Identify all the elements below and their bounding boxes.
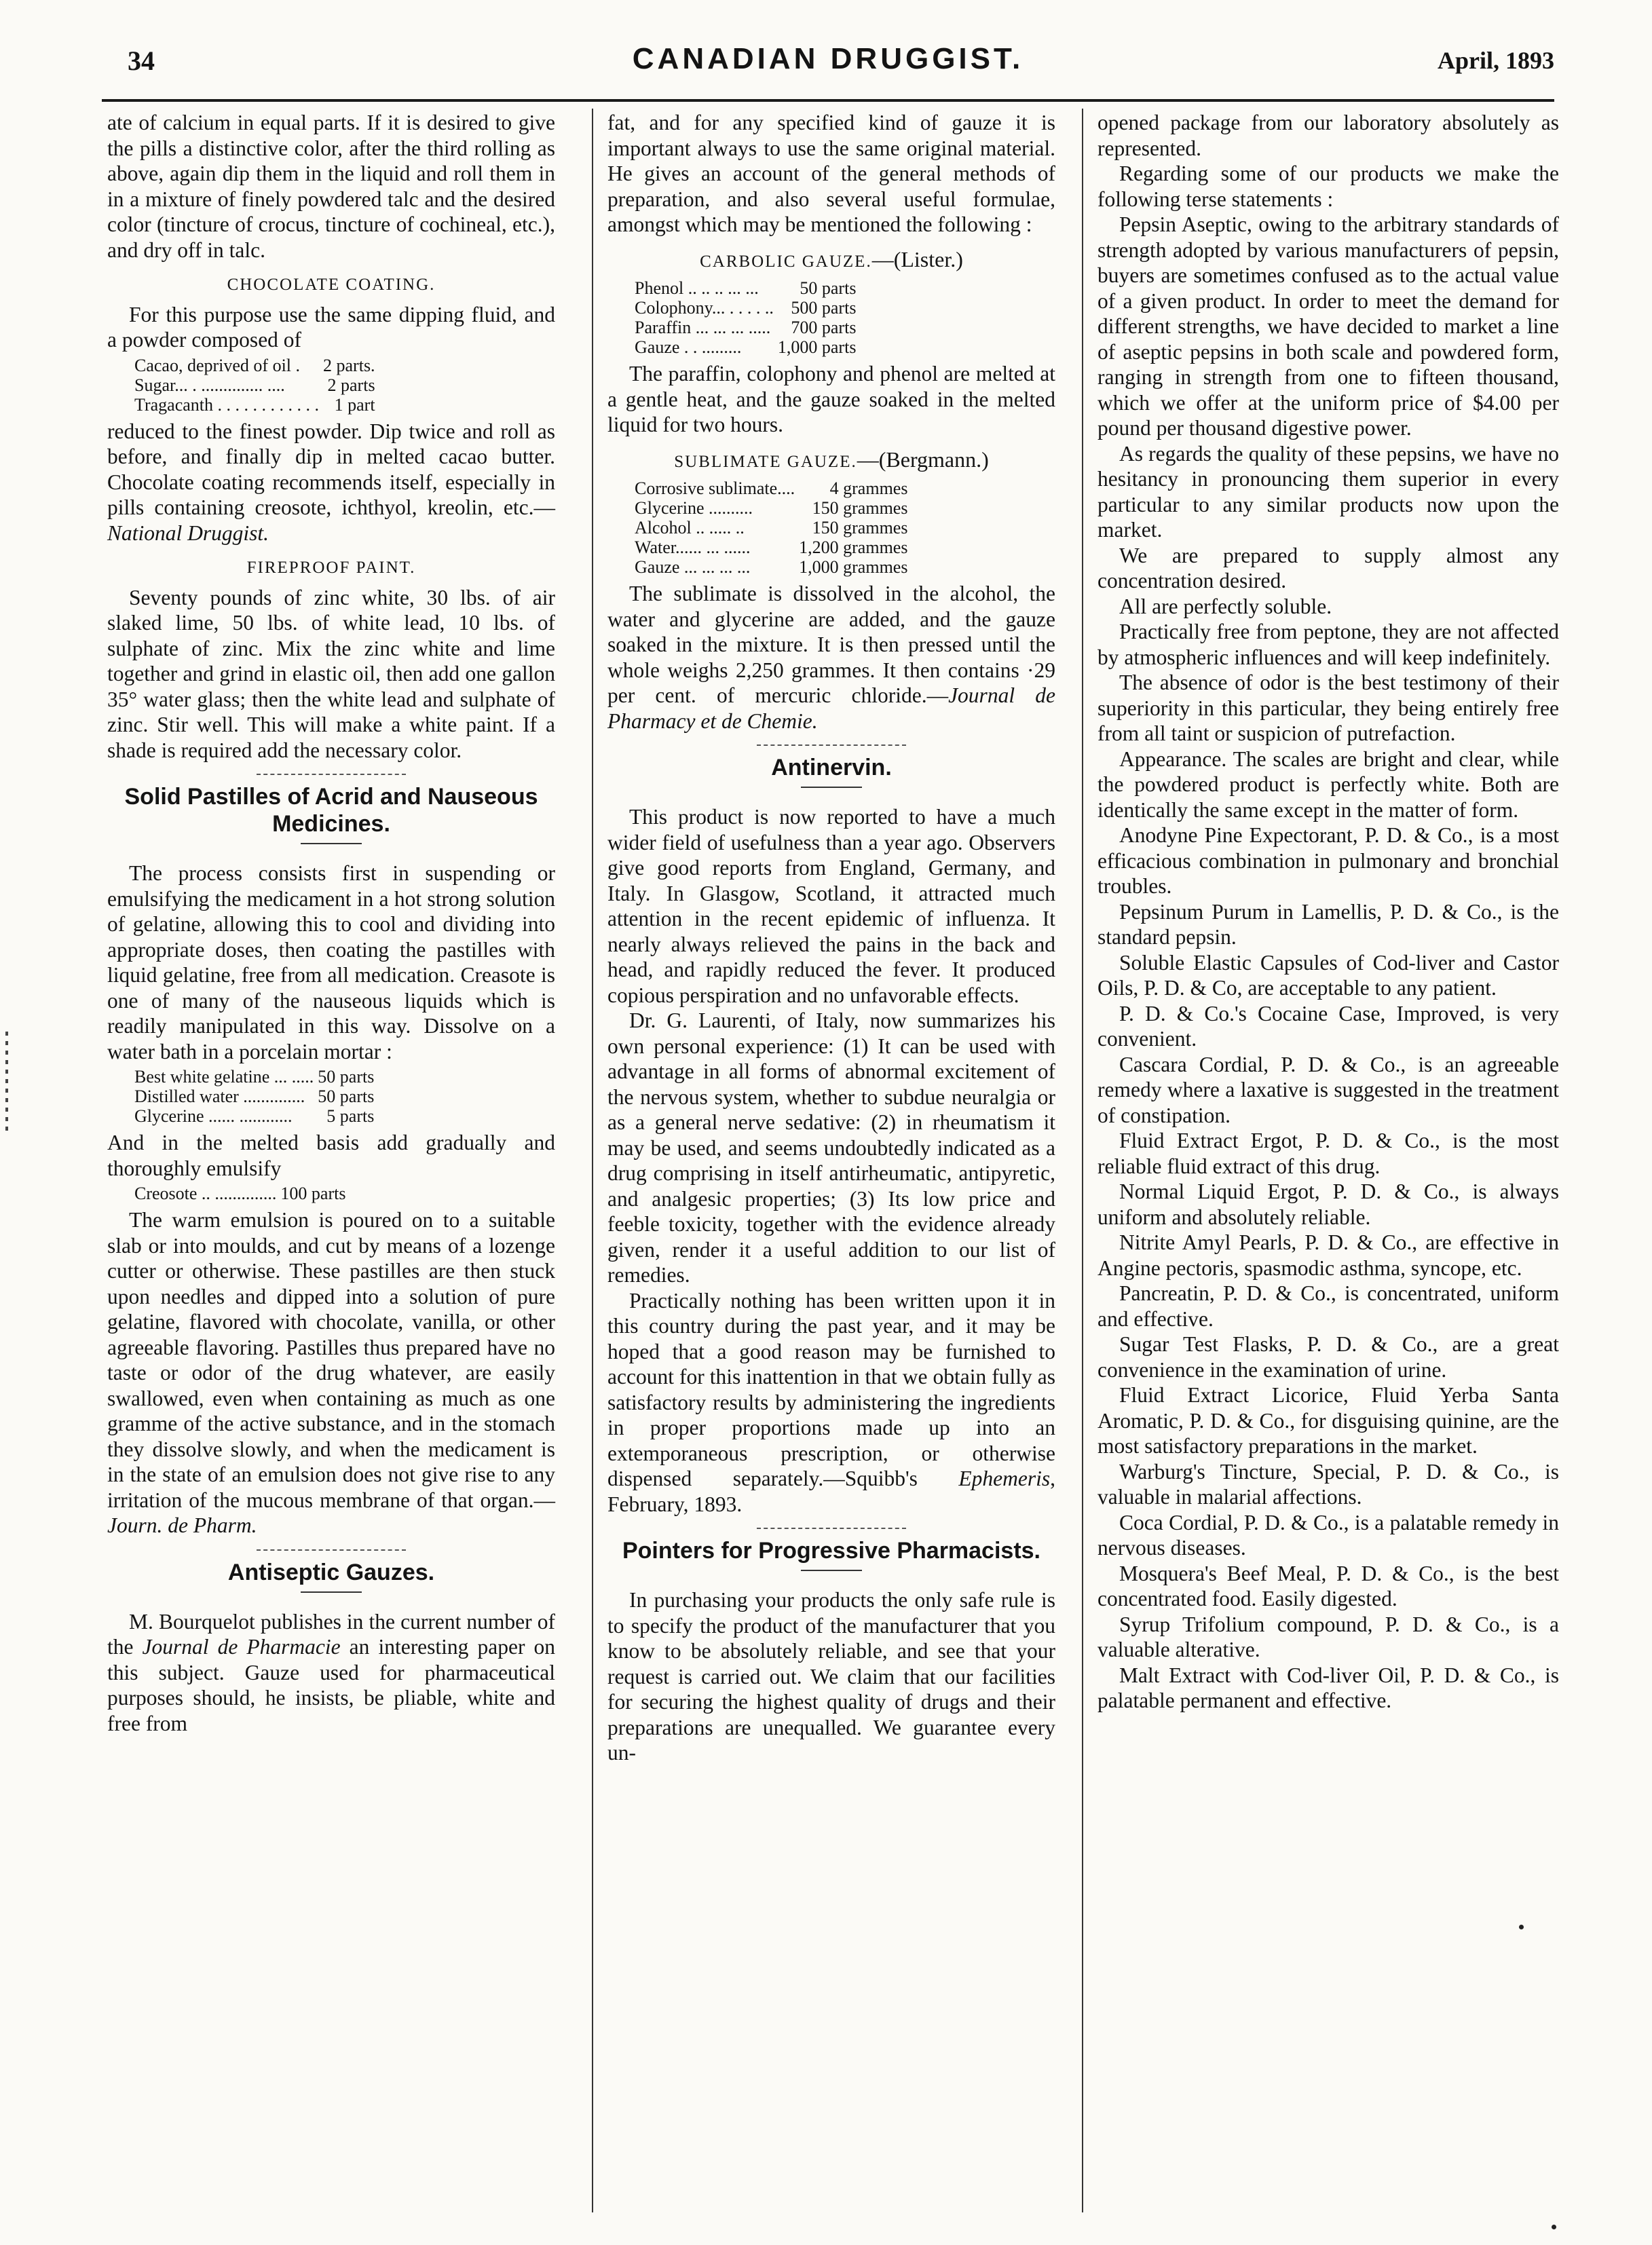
heading-rule <box>801 787 862 788</box>
recipe-row <box>635 498 907 518</box>
ingredient: Water <box>635 537 675 557</box>
paragraph <box>107 1609 555 1737</box>
source-citation: Journal de Pharmacy et de Chemie. <box>607 683 1055 733</box>
column-3 <box>1097 110 1559 1714</box>
quantity: 1,200 grammes <box>799 537 908 557</box>
paragraph: In purchasing your products the only safe rule is to specify the product of the manufacturer that you know to be absolutely reliable, and see that your request is carried out. We claim that our facilities for securing the highest quality of drugs and their preparations are unequalled. We guarantee every un- <box>607 1588 1055 1765</box>
quantity: 5 parts <box>326 1106 375 1126</box>
paragraph: For this purpose use the same dipping fluid, and a powder composed of <box>107 302 555 352</box>
recipe-row <box>134 356 375 375</box>
recipe-row <box>134 395 375 415</box>
formula-name: SUBLIMATE GAUZE. <box>674 452 857 471</box>
heading-rule <box>301 1591 362 1593</box>
paragraph: Anodyne Pine Expectorant, P. D. & Co., is a most efficacious combination in pulmonary and bronchial troubles. <box>1097 823 1559 898</box>
quantity: 1,000 grammes <box>799 557 908 577</box>
recipe-row <box>635 278 856 298</box>
paragraph: Nitrite Amyl Pearls, P. D. & Co., are effective in Angine pectoris, spasmodic asthma, syncope, etc. <box>1097 1230 1559 1280</box>
recipe-row <box>635 518 907 537</box>
leader-dots: .. .. .. ... ... <box>683 278 759 298</box>
heading-rule <box>801 1570 862 1571</box>
paragraph: Appearance. The scales are bright and clear, while the powdered product is perfectly white. Both are identically the same except in the matter of form. <box>1097 747 1559 822</box>
paragraph: Cascara Cordial, P. D. & Co., is an agreeable remedy where a laxative is suggested in the treatment of constipation. <box>1097 1052 1559 1127</box>
paragraph: The process consists first in suspending or emulsifying the medicament in a hot strong solution of gelatine, allowing this to cool and dividing into appropriate doses, then coating the pastilles with liquid gelatine, free from all medication. Creasote is one of many of the nauseous liquids which is readily manipulated in this way. Dissolve on a water bath in a porcelain mortar : <box>107 861 555 1063</box>
paragraph <box>607 581 1055 734</box>
paragraph: The absence of odor is the best testimony of their superiority in this particular, they being entirely free from all taint or suspicion of putrefaction. <box>1097 671 1559 745</box>
section-divider <box>257 1549 406 1551</box>
quantity: 1,000 parts <box>777 337 857 357</box>
paragraph: opened package from our laboratory absolutely as represented. <box>1097 111 1559 160</box>
column-divider <box>1082 109 1083 2212</box>
recipe-row <box>134 1087 374 1106</box>
quantity: 150 grammes <box>812 518 908 537</box>
section-divider <box>757 744 906 746</box>
body-text: Practically nothing has been written upon it in this country during the past year, and it may be hoped that a good reason may be furnished to account for this inattention in that we obtain fully as satisfactory results by administering the ingredients in proper proportions made up into an extemporaneous prescription, or otherwise dispensed separately.—Squibb's <box>607 1288 1055 1490</box>
leader-dots: ... ... ... ..... <box>691 318 771 337</box>
source-citation: Journ. de Pharm. <box>107 1513 257 1537</box>
paragraph: Syrup Trifolium compound, P. D. & Co., is a valuable alterative. <box>1097 1612 1559 1661</box>
ingredient: Glycerine <box>635 498 705 518</box>
source-citation: Ephemeris <box>958 1467 1051 1490</box>
recipe-row <box>635 298 856 318</box>
paragraph: P. D. & Co.'s Cocaine Case, Improved, is very convenient. <box>1097 1001 1559 1051</box>
section-divider <box>257 774 406 775</box>
ingredient: Sugar <box>134 375 175 395</box>
recipe-row <box>134 1067 374 1087</box>
body-text: an interesting paper on this subject. Gauze used for pharmaceutical purposes should, he insists, be pliable, white and free from <box>107 1635 556 1735</box>
paragraph: The paraffin, colophony and phenol are melted at a gentle heat, and the gauze soaked in the melted liquid for two hours. <box>607 362 1055 436</box>
quantity: 50 parts <box>318 1067 375 1087</box>
leader-dots: .......... <box>704 498 753 518</box>
paragraph: Soluble Elastic Capsules of Cod-liver and Castor Oils, P. D. & Co, are acceptable to any patient. <box>1097 950 1559 1000</box>
recipe-table <box>635 278 856 357</box>
recipe-row <box>635 537 907 557</box>
recipe-table <box>635 478 907 577</box>
body-text: The warm emulsion is poured on to a suitable slab or into moulds, and cut by means of a lozenge cutter or otherwise. These pastilles are then stuck upon needles and dipped into a solution of pure gelatine, flavored with chocolate, vanilla, or other agreeable flavoring. Pastilles thus prepared have no taste or odor of the drug whatever, are easily swallowed, even when containing as much as one gramme of the active substance, and in the stomach they dissolve slowly, and when the medicament is in the state of an emulsion does not give rise to any irritation of the mucous membrane of that organ.— <box>107 1208 555 1512</box>
recipe-table <box>134 356 375 415</box>
leader-dots: . <box>291 355 301 375</box>
recipe-row <box>635 318 856 337</box>
publication-title: CANADIAN DRUGGIST. <box>632 42 1024 75</box>
journal-title: Journal de Pharmacie <box>142 1635 341 1659</box>
quantity: 50 parts <box>800 278 857 298</box>
quantity: 100 parts <box>280 1184 346 1203</box>
paragraph: Coca Cordial, P. D. & Co., is a palatable remedy in nervous diseases. <box>1097 1510 1559 1560</box>
quantity: 2 parts <box>327 375 375 395</box>
leader-dots: .. .............. <box>197 1184 277 1203</box>
leader-dots: ...... ............ <box>204 1106 293 1126</box>
leader-dots: .. ..... .. <box>691 518 745 537</box>
subsection-title: FIREPROOF PAINT. <box>246 559 416 577</box>
ingredient: Best white gelatine <box>134 1067 270 1087</box>
leader-dots: . . . . . . . . . . . . <box>213 394 320 415</box>
paragraph: Malt Extract with Cod-liver Oil, P. D. & Co., is palatable permanent and effective. <box>1097 1663 1559 1712</box>
paragraph: As regards the quality of these pepsins, we have no hesitancy in pronouncing them superior in every particular to any similar products now upon the market. <box>1097 441 1559 542</box>
paragraph: Practically free from peptone, they are not affected by atmospheric influences and will keep indefinitely. <box>1097 620 1559 669</box>
quantity: 150 grammes <box>812 498 908 518</box>
formula-author: —(Bergmann.) <box>857 447 989 472</box>
body-text: , February, 1893. <box>607 1467 1055 1516</box>
recipe-row <box>635 557 907 577</box>
body-text: reduced to the finest powder. Dip twice and roll as before, and finally dip in melted cacao butter. Chocolate coating recommends itself, especially in pills containing creosote, ichthyol, kreolin, etc.— <box>107 419 555 519</box>
header-rule <box>102 99 1554 102</box>
leader-dots: ... ..... <box>269 1067 314 1087</box>
formula-name: CARBOLIC GAUZE. <box>700 252 872 271</box>
ingredient: Glycerine <box>134 1106 204 1126</box>
body-text: M. Bourquelot publishes in the current number of the <box>107 1609 555 1659</box>
subsection-title: CHOCOLATE COATING. <box>227 276 436 294</box>
paragraph: This product is now reported to have a much wider field of usefulness than a year ago. Observers give good reports from England, Germany, and Italy. In Glasgow, Scotland, it attracted much attention in the recent epidemic of influenza. It nearly always relieved the pains in the back and head, and rapidly reduced the fever. It produced copious perspiration and no unfavorable effects. <box>607 805 1055 1007</box>
paragraph: Fluid Extract Ergot, P. D. & Co., is the most reliable fluid extract of this drug. <box>1097 1129 1559 1178</box>
paragraph <box>107 419 555 546</box>
quantity: 4 grammes <box>829 478 908 498</box>
leader-dots: ... . .............. .... <box>174 375 285 395</box>
paragraph: Sugar Test Flasks, P. D. & Co., are a great convenience in the examination of urine. <box>1097 1332 1559 1382</box>
page-header <box>102 35 1554 92</box>
paragraph: And in the melted basis add gradually and thoroughly emulsify <box>107 1131 555 1180</box>
heading-rule <box>301 843 362 844</box>
paragraph: All are perfectly soluble. <box>1119 594 1332 618</box>
ingredient: Phenol <box>635 278 684 298</box>
leader-dots: . . ......... <box>679 337 742 357</box>
paragraph <box>107 1207 555 1539</box>
subsection-title <box>607 447 1055 475</box>
ingredient: Creosote <box>134 1184 198 1203</box>
quantity: 700 parts <box>791 318 857 337</box>
subsection-title <box>607 247 1055 275</box>
ingredient: Gauze <box>635 337 680 357</box>
ingredient: Corrosive sublimate <box>635 478 778 498</box>
column-divider <box>592 109 593 2212</box>
recipe-row <box>134 1106 374 1126</box>
recipe-row <box>635 478 907 498</box>
leader-dots: ... ... ... ... <box>679 557 751 577</box>
paragraph: Pepsinum Purum in Lamellis, P. D. & Co., is the standard pepsin. <box>1097 899 1559 949</box>
paragraph: Mosquera's Beef Meal, P. D. & Co., is the best concentrated food. Easily digested. <box>1097 1561 1559 1610</box>
leader-dots: ...... ... ...... <box>675 537 751 557</box>
recipe-row <box>134 375 375 395</box>
quantity: 50 parts <box>318 1087 375 1106</box>
paragraph: Fluid Extract Licorice, Fluid Yerba Santa Aromatic, P. D. & Co., for disguising quinine, are the most satisfactory preparations in the market. <box>1097 1383 1559 1458</box>
article-heading: Pointers for Progressive Pharmacists. <box>622 1538 1041 1564</box>
paragraph <box>607 1288 1055 1517</box>
recipe-table <box>134 1067 374 1126</box>
formula-author: —(Lister.) <box>871 246 963 271</box>
leader-dots: .............. <box>238 1087 305 1106</box>
recipe-row <box>134 1184 345 1203</box>
article-heading: Antiseptic Gauzes. <box>227 1559 435 1585</box>
article-heading: Solid Pastilles of Acrid and Nauseous Medicines. <box>124 784 538 837</box>
leader-dots: .... <box>777 478 795 498</box>
ink-dot <box>1519 1925 1524 1929</box>
paragraph: We are prepared to supply almost any concentration desired. <box>1097 543 1559 592</box>
quantity: 500 parts <box>791 298 857 318</box>
paragraph: Pancreatin, P. D. & Co., is concentrated, uniform and effective. <box>1097 1281 1559 1331</box>
column-1 <box>107 110 555 1736</box>
paragraph: Regarding some of our products we make the following terse statements : <box>1097 162 1559 211</box>
quantity: 2 parts. <box>323 355 375 375</box>
paragraph: ate of calcium in equal parts. If it is desired to give the pills a distinctive color, after the third rolling as above, again dip them in the liquid and roll them in in a mixture of finely powdered talc and the desired color (tincture of crocus, tincture of cochineal, etc.), and dry off in talc. <box>107 111 555 262</box>
ingredient: Distilled water <box>134 1087 239 1106</box>
issue-date: April, 1893 <box>1437 47 1554 74</box>
paragraph: Warburg's Tincture, Special, P. D. & Co., is valuable in malarial affections. <box>1097 1459 1559 1509</box>
page-number: 34 <box>128 45 155 76</box>
paragraph: Normal Liquid Ergot, P. D. & Co., is always uniform and absolutely reliable. <box>1097 1180 1559 1229</box>
paragraph: Seventy pounds of zinc white, 30 lbs. of air slaked lime, 50 lbs. of white lead, 10 lbs. of sulphate of zinc. Mix the zinc white and lime together and grind in elastic oil, then add one gallon 35° water glass; then the white lead and sulphate of zinc. Stir well. This will make a white paint. If a shade is required add the necessary color. <box>107 585 555 762</box>
source-citation: National Druggist. <box>107 521 269 545</box>
ingredient: Cacao, deprived of oil <box>134 355 292 375</box>
recipe-table <box>134 1184 345 1203</box>
paragraph: Pepsin Aseptic, owing to the arbitrary standards of strength adopted by various manufacturers of pepsin, buyers are sometimes confused as to the actual value of a given product. In order to meet the demand for different strengths, we have decided to market a line of aseptic pepsins in both scale and powdered form, ranging in strength from one to fifteen thousand, which we offer at the uniform price of $4.00 per pound per thousand digestive power. <box>1097 212 1559 440</box>
ingredient: Gauze <box>635 557 680 577</box>
ink-dot <box>1552 2225 1556 2229</box>
ingredient: Tragacanth <box>134 394 214 415</box>
ingredient: Alcohol <box>635 518 692 537</box>
column-2 <box>607 110 1055 1766</box>
paragraph: Dr. G. Laurenti, of Italy, now summarizes his own personal experience: (1) It can be used with advantage in all forms of abnormal excitement of the nervous system, whether to subdue neuralgia or as a general nerve sedative: (2) in rheumatism it may be used, and seems undoubtedly indicated as a drug comprising in itself antirheumatic, antipyretic, and analgesic properties; (3) Its low price and feeble toxicity, together with the evidence already given, render it a useful addition to our list of remedies. <box>607 1008 1055 1287</box>
section-divider <box>757 1528 906 1529</box>
leader-dots: ... . . . . .. <box>711 298 774 318</box>
quantity: 1 part <box>334 394 375 415</box>
article-heading: Antinervin. <box>771 755 892 780</box>
margin-mark <box>5 1032 8 1133</box>
ingredient: Paraffin <box>635 318 692 337</box>
paragraph: fat, and for any specified kind of gauze it is important always to use the same original material. He gives an account of the general methods of preparation, and also several useful formulae, amongst which may be mentioned the following : <box>607 111 1055 236</box>
body-text: The sublimate is dissolved in the alcohol, the water and glycerine are added, and the gauze soaked in the mixture. It is then pressed until the whole weighs 2,250 grammes. It then contains ·29 per cent. of mercuric chloride.— <box>607 582 1055 707</box>
recipe-row <box>635 337 856 357</box>
ingredient: Colophony <box>635 298 712 318</box>
